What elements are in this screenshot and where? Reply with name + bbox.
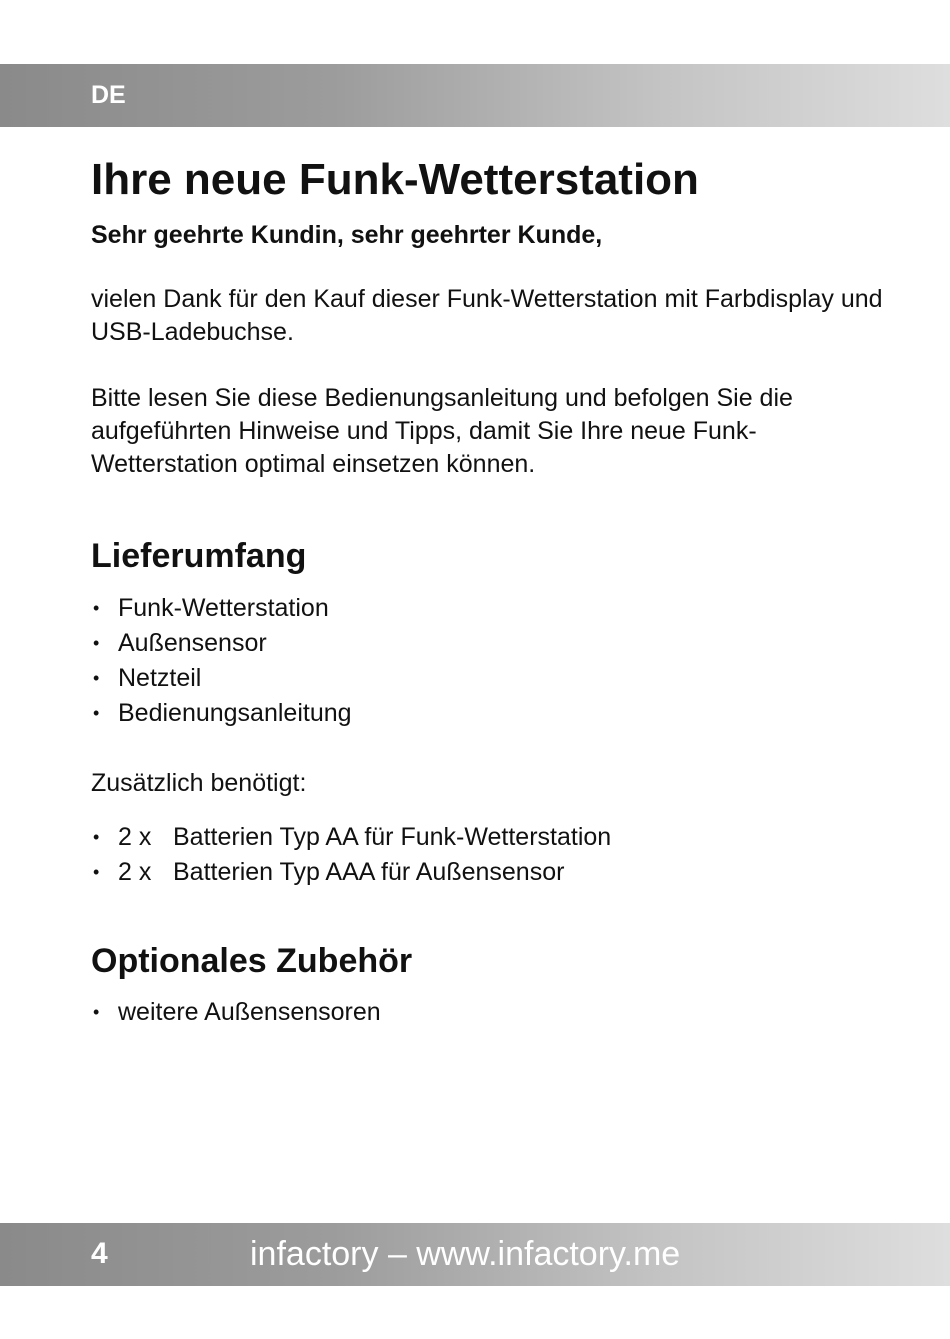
delivery-list xyxy=(91,591,891,731)
footer-bar xyxy=(0,1223,950,1286)
bullet-icon: • xyxy=(93,598,100,618)
greeting: Sehr geehrte Kundin, sehr geehrter Kunde, xyxy=(91,221,603,249)
additional-required-label: Zusätzlich benötigt: xyxy=(91,769,307,797)
delivery-heading: Lieferumfang xyxy=(91,537,307,575)
list-item: • weitere Außensensoren xyxy=(91,995,891,1030)
list-item: • Außensensor xyxy=(91,626,891,661)
instructions-paragraph: Bitte lesen Sie diese Bedienungsanleitung und befolgen Sie die aufgeführten Hinweise und Tipps, damit Sie Ihre neue Funk-Wetterstation optimal einsetzen können. xyxy=(91,384,793,478)
bullet-icon: • xyxy=(93,703,100,723)
list-item: • 2 x Batterien Typ AA für Funk-Wetterstation xyxy=(91,820,891,855)
intro-paragraph: vielen Dank für den Kauf dieser Funk-Wetterstation mit Farbdisplay und USB-Ladebuchse. xyxy=(91,285,883,346)
list-item: • Netzteil xyxy=(91,661,891,696)
bullet-icon: • xyxy=(93,1002,100,1022)
footer-brand-url: infactory – www.infactory.me xyxy=(250,1235,681,1273)
optional-accessories-heading: Optionales Zubehör xyxy=(91,942,413,980)
optional-accessories-list xyxy=(91,995,891,1030)
page-number: 4 xyxy=(91,1237,108,1270)
language-label: DE xyxy=(91,81,126,109)
bullet-icon: • xyxy=(93,827,100,847)
bullet-icon: • xyxy=(93,668,100,688)
bullet-icon: • xyxy=(93,862,100,882)
quantity: 2 x xyxy=(118,823,152,851)
list-item: • Bedienungsanleitung xyxy=(91,696,891,731)
page-title: Ihre neue Funk-Wetterstation xyxy=(91,155,699,204)
quantity: 2 x xyxy=(118,858,152,886)
bullet-icon: • xyxy=(93,633,100,653)
additional-required-list xyxy=(91,820,891,890)
list-item: • 2 x Batterien Typ AAA für Außensensor xyxy=(91,855,891,890)
header-bar xyxy=(0,64,950,127)
page-content xyxy=(91,154,891,1030)
list-item: • Funk-Wetterstation xyxy=(91,591,891,626)
